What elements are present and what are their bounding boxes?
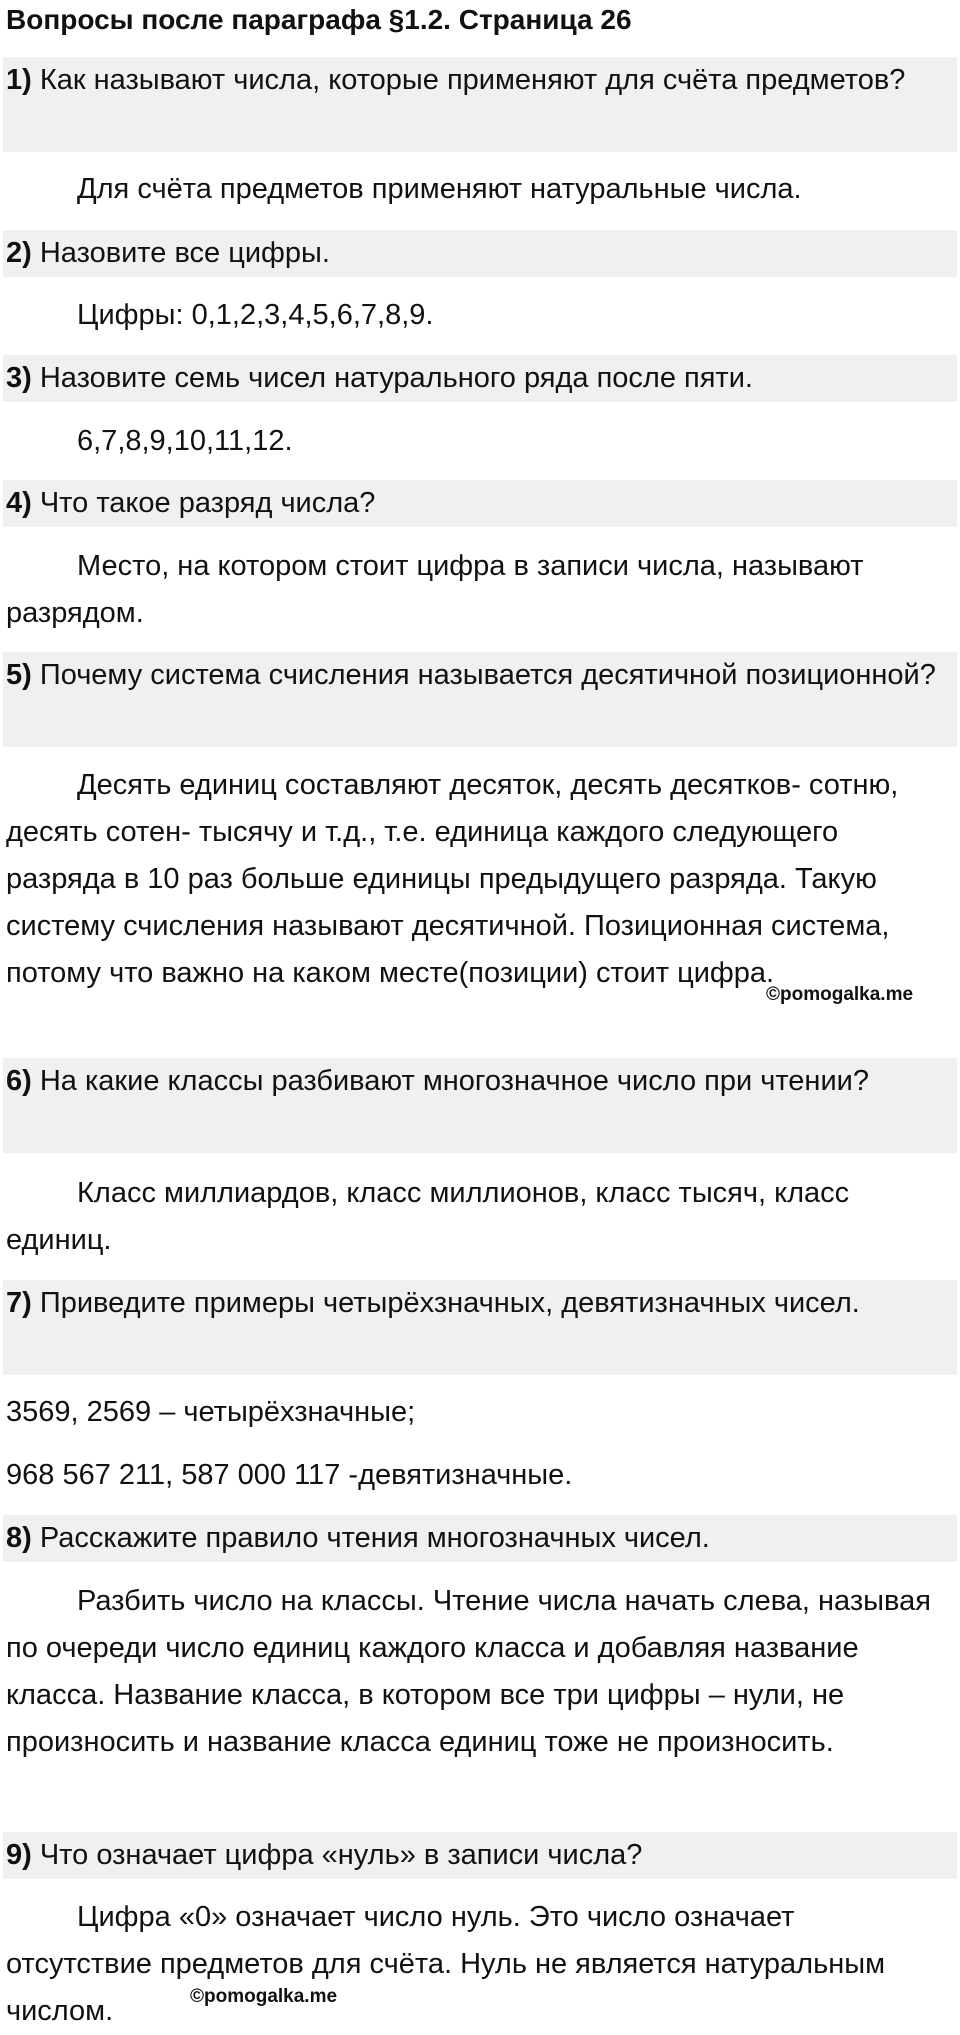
question-8 (3, 1515, 957, 1562)
watermark: ©pomogalka.me (766, 984, 914, 1005)
question-text: Как называют числа, которые применяют для счёта предметов? (31, 64, 906, 96)
answer-4: Место, на котором стоит цифра в записи числа, называют разрядом. (6, 550, 864, 629)
question-6 (3, 1058, 957, 1153)
answer-6: Класс миллиардов, класс миллионов, класс тысяч, класс единиц. (6, 1177, 850, 1256)
answer-1: Для счёта предметов применяют натуральные числа. (77, 173, 802, 205)
answer-3: 6,7,8,9,10,11,12. (77, 425, 293, 457)
question-text: На какие классы разбивают многозначное число при чтении? (31, 1065, 869, 1097)
question-number: 5) (6, 659, 32, 691)
answer-8: Разбить число на классы. Чтение числа начать слева, называя по очереди число единиц каждого класса и добавляя название класса. Название класса, в котором все три цифры – нули, не произносить и название класса единиц тоже не произносить. (6, 1585, 931, 1758)
question-9 (3, 1832, 957, 1879)
answer-7-line-1: 3569, 2569 – четырёхзначные; (6, 1396, 416, 1428)
question-1 (3, 57, 957, 152)
question-5 (3, 652, 957, 747)
answer-7-line-2: 968 567 211, 587 000 117 -девятизначные. (6, 1459, 573, 1491)
question-text: Расскажите правило чтения многозначных чисел. (31, 1522, 710, 1554)
question-3 (3, 355, 957, 402)
watermark: ©pomogalka.me (190, 1986, 338, 2007)
answer-5: Десять единиц составляют десяток, десять десятков- сотню, десять сотен- тысячу и т.д., т.е. единица каждого следующего разряда в 10 раз больше единицы предыдущего разряда. Такую систему счисления называют десятичной. Позиционная система, потому что важно на каком месте(позиции) стоит цифра. (6, 769, 899, 989)
answer-9: Цифра «0» означает число нуль. Это число означает отсутствие предметов для счёта. Нуль не является натуральным числом. (6, 1901, 886, 2027)
question-2 (3, 230, 957, 277)
question-text: Назовите все цифры. (31, 237, 330, 269)
question-number: 7) (6, 1287, 32, 1319)
question-number: 2) (6, 237, 32, 269)
question-text: Что такое разряд числа? (31, 487, 376, 519)
question-4 (3, 480, 957, 527)
question-text: Приведите примеры четырёхзначных, девятизначных чисел. (31, 1287, 860, 1319)
answer-2: Цифры: 0,1,2,3,4,5,6,7,8,9. (77, 299, 434, 331)
question-number: 9) (6, 1839, 32, 1871)
question-number: 3) (6, 362, 32, 394)
page-title: Вопросы после параграфа §1.2. Страница 26 (6, 4, 632, 35)
question-text: Почему система счисления называется десятичной позиционной? (31, 659, 936, 691)
question-7 (3, 1280, 957, 1375)
question-text: Что означает цифра «нуль» в записи числа? (31, 1839, 643, 1871)
question-text: Назовите семь чисел натурального ряда после пяти. (31, 362, 753, 394)
question-number: 4) (6, 487, 32, 519)
question-number: 8) (6, 1522, 32, 1554)
question-number: 1) (6, 64, 32, 96)
question-number: 6) (6, 1065, 32, 1097)
